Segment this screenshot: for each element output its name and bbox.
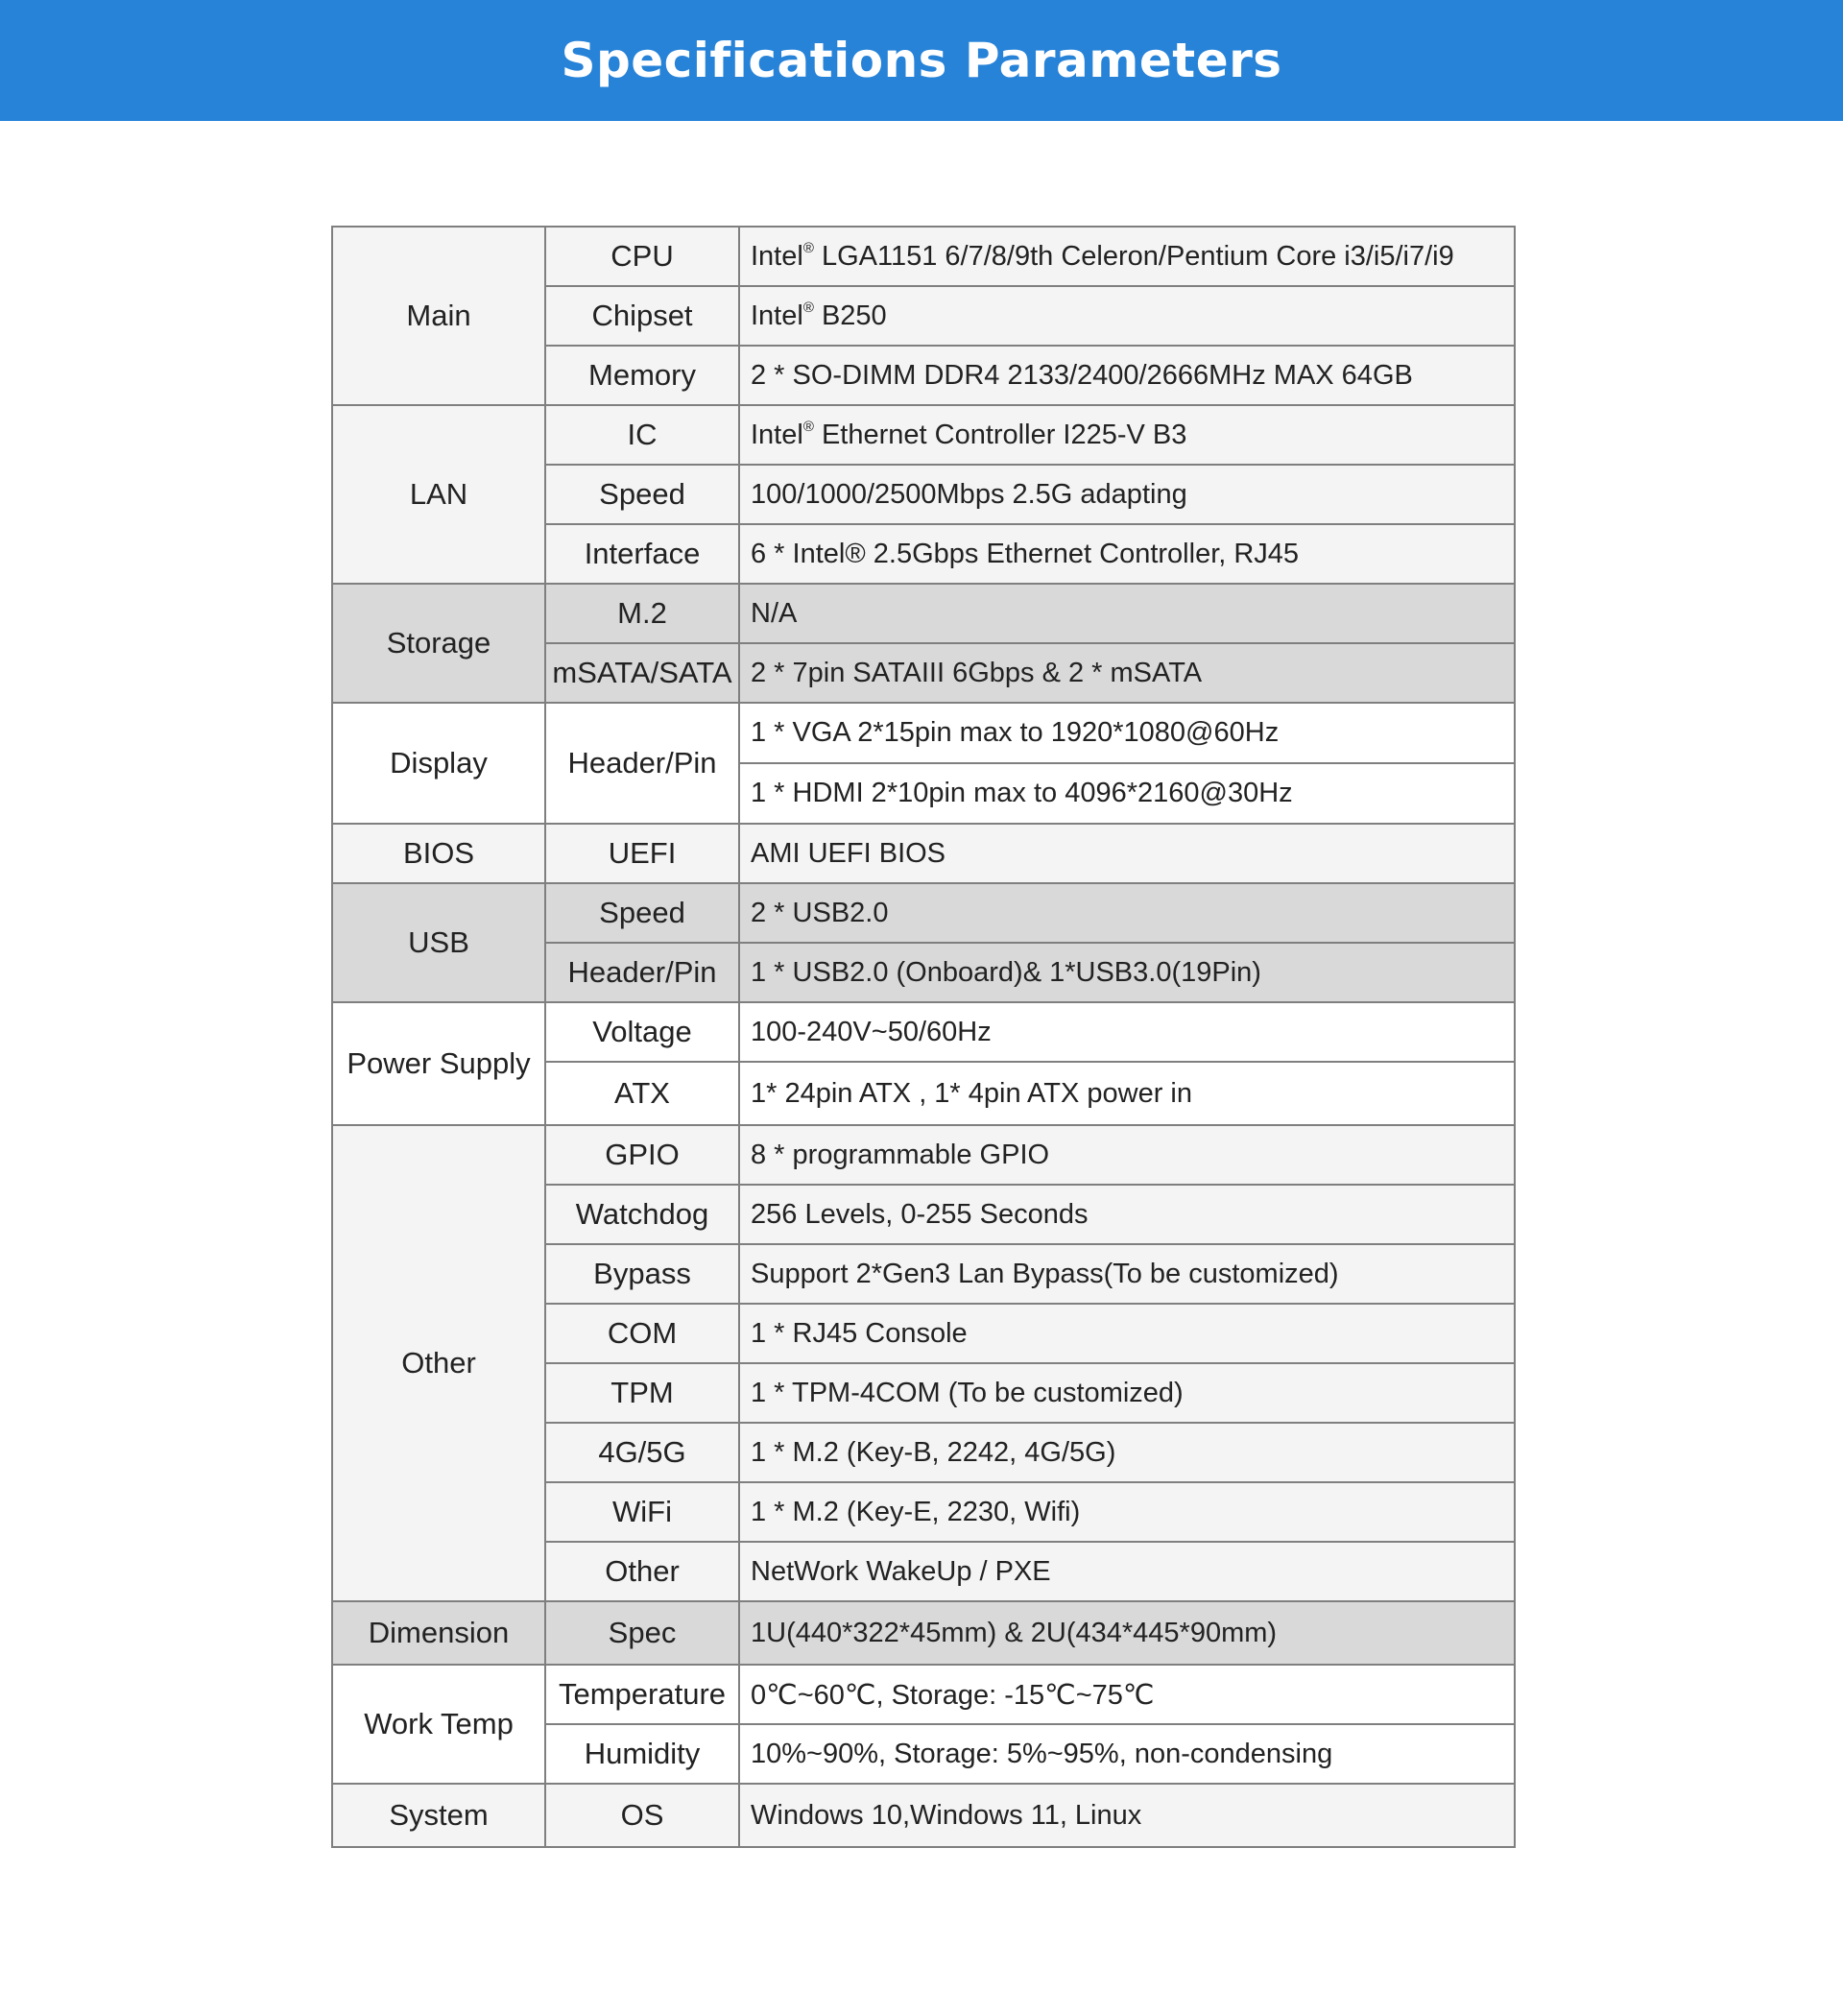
spec-group-label: Work Temp <box>332 1665 545 1784</box>
spec-table-container <box>331 226 1516 1848</box>
spec-item-label: Speed <box>545 465 739 524</box>
spec-group-label: Display <box>332 703 545 824</box>
spec-item-label: Humidity <box>545 1724 739 1784</box>
spec-table <box>331 226 1516 1848</box>
spec-value: 2 * 7pin SATAIII 6Gbps & 2 * mSATA <box>739 643 1515 703</box>
brand-prefix: Intel <box>751 300 803 331</box>
spec-item-label: Header/Pin <box>545 943 739 1002</box>
registered-mark: ® <box>802 419 814 435</box>
spec-value: 1U(440*322*45mm) & 2U(434*445*90mm) <box>739 1601 1515 1665</box>
spec-value: 10%~90%, Storage: 5%~95%, non-condensing <box>739 1724 1515 1784</box>
spec-table-body <box>332 227 1515 1847</box>
brand-prefix: Intel <box>751 420 803 450</box>
spec-value: 1* 24pin ATX , 1* 4pin ATX power in <box>739 1062 1515 1125</box>
spec-group-label: BIOS <box>332 824 545 883</box>
spec-item-label: GPIO <box>545 1125 739 1185</box>
spec-value <box>739 405 1515 465</box>
spec-row <box>332 405 1515 465</box>
spec-item-label: WiFi <box>545 1482 739 1542</box>
spec-item-label: mSATA/SATA <box>545 643 739 703</box>
spec-value: 8 * programmable GPIO <box>739 1125 1515 1185</box>
spec-group-label: System <box>332 1784 545 1847</box>
spec-row <box>332 1601 1515 1665</box>
spec-value-text: Ethernet Controller I225-V B3 <box>821 420 1187 450</box>
spec-value: 2 * SO-DIMM DDR4 2133/2400/2666MHz MAX 64GB <box>739 346 1515 405</box>
spec-item-label: M.2 <box>545 584 739 643</box>
spec-item-label: OS <box>545 1784 739 1847</box>
spec-group-label: Main <box>332 227 545 405</box>
spec-row <box>332 1002 1515 1062</box>
page-title: Specifications Parameters <box>561 33 1282 88</box>
spec-group-label: Dimension <box>332 1601 545 1665</box>
spec-value: 1 * M.2 (Key-B, 2242, 4G/5G) <box>739 1423 1515 1482</box>
spec-item-label: 4G/5G <box>545 1423 739 1482</box>
spec-group-label: Other <box>332 1125 545 1601</box>
spec-item-label: UEFI <box>545 824 739 883</box>
spec-group-label: LAN <box>332 405 545 584</box>
spec-item-label: Voltage <box>545 1002 739 1062</box>
spec-item-label: Bypass <box>545 1244 739 1304</box>
spec-row <box>332 1665 1515 1724</box>
spec-item-label: Watchdog <box>545 1185 739 1244</box>
spec-value: 100/1000/2500Mbps 2.5G adapting <box>739 465 1515 524</box>
spec-row <box>332 1784 1515 1847</box>
spec-value-text: LGA1151 6/7/8/9th Celeron/Pentium Core i3/i5/i7/i9 <box>821 241 1454 272</box>
spec-item-label: Temperature <box>545 1665 739 1724</box>
spec-value: 2 * USB2.0 <box>739 883 1515 943</box>
spec-row <box>332 1125 1515 1185</box>
spec-row <box>332 883 1515 943</box>
spec-row <box>332 824 1515 883</box>
spec-item-label: Spec <box>545 1601 739 1665</box>
spec-value: 1 * M.2 (Key-E, 2230, Wifi) <box>739 1482 1515 1542</box>
spec-item-label: COM <box>545 1304 739 1363</box>
spec-value <box>739 286 1515 346</box>
spec-value: 6 * Intel® 2.5Gbps Ethernet Controller, RJ45 <box>739 524 1515 584</box>
spec-row <box>332 703 1515 763</box>
spec-row <box>332 227 1515 286</box>
spec-item-label: Memory <box>545 346 739 405</box>
spec-value: 1 * RJ45 Console <box>739 1304 1515 1363</box>
registered-mark: ® <box>802 240 814 256</box>
spec-value: 256 Levels, 0-255 Seconds <box>739 1185 1515 1244</box>
spec-value: 1 * TPM-4COM (To be customized) <box>739 1363 1515 1423</box>
spec-value: 1 * HDMI 2*10pin max to 4096*2160@30Hz <box>739 763 1515 824</box>
spec-item-label: Interface <box>545 524 739 584</box>
spec-item-label: ATX <box>545 1062 739 1125</box>
spec-item-label: TPM <box>545 1363 739 1423</box>
spec-value: 1 * VGA 2*15pin max to 1920*1080@60Hz <box>739 703 1515 763</box>
spec-value-text: B250 <box>821 300 887 331</box>
spec-item-label: CPU <box>545 227 739 286</box>
spec-group-label: USB <box>332 883 545 1002</box>
spec-item-label: Chipset <box>545 286 739 346</box>
spec-value <box>739 227 1515 286</box>
header-banner <box>0 0 1843 121</box>
spec-value: N/A <box>739 584 1515 643</box>
spec-value: Support 2*Gen3 Lan Bypass(To be customized) <box>739 1244 1515 1304</box>
spec-item-label: Other <box>545 1542 739 1601</box>
spec-item-label: Header/Pin <box>545 703 739 824</box>
spec-row <box>332 584 1515 643</box>
spec-value: 1 * USB2.0 (Onboard)& 1*USB3.0(19Pin) <box>739 943 1515 1002</box>
spec-value: 100-240V~50/60Hz <box>739 1002 1515 1062</box>
spec-group-label: Storage <box>332 584 545 703</box>
spec-group-label: Power Supply <box>332 1002 545 1125</box>
spec-item-label: Speed <box>545 883 739 943</box>
spec-value: AMI UEFI BIOS <box>739 824 1515 883</box>
registered-mark: ® <box>802 300 814 316</box>
spec-value: 0℃~60℃, Storage: -15℃~75℃ <box>739 1665 1515 1724</box>
spec-value: Windows 10,Windows 11, Linux <box>739 1784 1515 1847</box>
spec-value: NetWork WakeUp / PXE <box>739 1542 1515 1601</box>
spec-item-label: IC <box>545 405 739 465</box>
brand-prefix: Intel <box>751 241 803 272</box>
